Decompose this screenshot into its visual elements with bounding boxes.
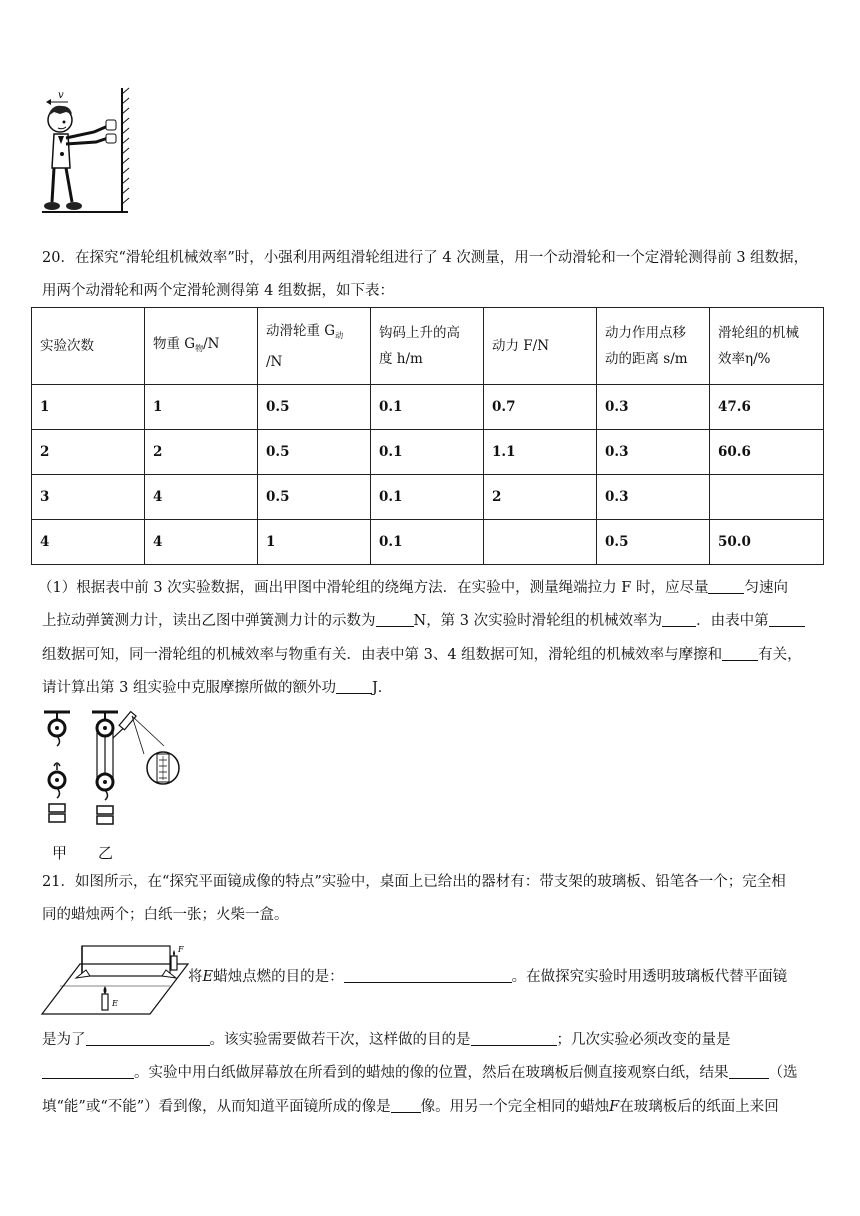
table-cell: 1 [32, 385, 145, 430]
table-cell: 1.1 [484, 430, 597, 475]
table-row [32, 430, 824, 475]
table-cell: 50.0 [710, 520, 824, 565]
table-cell: 0.1 [371, 520, 484, 565]
boy-pushing-wall-figure [38, 86, 134, 218]
q20-stem-line1: 20．在探究“滑轮组机械效率”时，小强利用两组滑轮组进行了 4 次测量，用一个动滑轮和一个定滑轮测得前 3 组数据， [42, 250, 809, 266]
table-cell [710, 475, 824, 520]
table-cell: 0.3 [597, 430, 710, 475]
table-cell: 0.5 [258, 430, 371, 475]
experiment-data-table [31, 307, 824, 565]
header-cell: 动滑轮重 $G_动$ /N [258, 308, 371, 385]
table-cell: 47.6 [710, 385, 824, 430]
pulley-yi [92, 712, 179, 824]
q20-part1-line3: 组数据可知，同一滑轮组的机械效率与物重有关．由表中第 3、4 组数据可知，滑轮组的机械效率与摩擦和 有关， [42, 647, 802, 663]
table-cell: 0.5 [258, 385, 371, 430]
table-cell: 2 [145, 430, 258, 475]
header-cell: 物重 $G_物/N$ [145, 308, 258, 385]
table-cell: 60.6 [710, 430, 824, 475]
q20-part1-line2: 上拉动弹簧测力计，读出乙图中弹簧测力计的示数为 N，第 3 次实验时滑轮组的机械效率为 ．由表中第 [42, 611, 805, 631]
table-cell: 0.1 [371, 475, 484, 520]
header-cell: 钩码上升的高 度 h/m [371, 308, 484, 385]
table-cell: 0.7 [484, 385, 597, 430]
table-cell: 2 [32, 430, 145, 475]
q21-stem-line1: 21．如图所示，在“探究平面镜成像的特点”实验中，桌面上已给出的器材有：带支架的玻璃板、铅笔各一个；完全相 [42, 874, 786, 890]
table-row [32, 475, 824, 520]
header-cell: 滑轮组的机械 效率η/% [710, 308, 824, 385]
table-cell: 0.5 [258, 475, 371, 520]
q20-stem-line2: 用两个动滑轮和两个定滑轮测得第 4 组数据，如下表： [42, 283, 394, 299]
table-cell: 4 [145, 475, 258, 520]
q21-line3: 将E蜡烛点燃的目的是： 。在做探究实验时用透明玻璃板代替平面镜 [188, 969, 788, 985]
q21-stem-line2: 同的蜡烛两个；白纸一张；火柴一盒。 [42, 907, 289, 923]
figure-label-jia: 甲 [52, 844, 68, 862]
candle-e-label: E [112, 999, 118, 1008]
pulley-systems-figure [36, 708, 196, 844]
q20-part1-line1: （1）根据表中前 3 次实验数据，画出甲图中滑轮组的绕绳方法．在实验中，测量绳端拉力 F 时，应尽量 匀速向 [38, 580, 788, 596]
pulley-jia [44, 712, 70, 822]
table-cell: 1 [145, 385, 258, 430]
table-header-row [32, 308, 824, 385]
table-cell: 0.5 [597, 520, 710, 565]
table-cell: 3 [32, 475, 145, 520]
table-cell: 4 [145, 520, 258, 565]
velocity-label: v [58, 90, 64, 101]
table-cell [484, 520, 597, 565]
q20-part1-line4: 请计算出第 3 组实验中克服摩擦所做的额外功 J． [42, 680, 393, 696]
table-row [32, 385, 824, 430]
candle-f-label: F [178, 945, 184, 954]
table-cell: 0.3 [597, 385, 710, 430]
table-cell: 2 [484, 475, 597, 520]
table-row [32, 520, 824, 565]
q21-line4: 是为了 。该实验需要做若干次，这样做的目的是 ；几次实验必须改变的量是 [42, 1032, 731, 1048]
q21-line6: 填“能”或“不能”）看到像，从而知道平面镜所成的像是 像。用另一个完全相同的蜡烛F在玻璃板后的纸面上来回 [42, 1099, 779, 1115]
table-cell: 0.1 [371, 385, 484, 430]
table-cell: 4 [32, 520, 145, 565]
plane-mirror-setup-figure [40, 936, 190, 1018]
header-cell: 实验次数 [32, 308, 145, 385]
q21-line5: 。实验中用白纸做屏幕放在所看到的蜡烛的像的位置，然后在玻璃板后侧直接观察白纸，结果 （选 [42, 1063, 798, 1083]
table-cell: 0.3 [597, 475, 710, 520]
table-cell: 1 [258, 520, 371, 565]
header-cell: 动力 F/N [484, 308, 597, 385]
table-cell: 0.1 [371, 430, 484, 475]
header-cell: 动力作用点移 动的距离 s/m [597, 308, 710, 385]
figure-label-yi: 乙 [98, 844, 114, 862]
